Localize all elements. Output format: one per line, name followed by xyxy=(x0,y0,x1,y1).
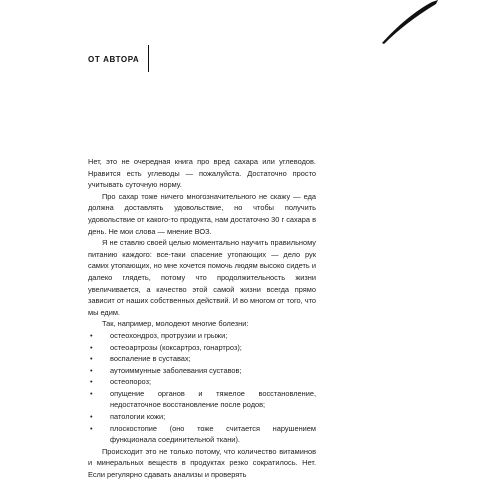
paragraph-5: Происходит это не только потому, что количество витаминов и минеральных веществ в продуктах резко сократилось. Нет. Если регулярно сдавать анализы и проверять xyxy=(88,446,316,480)
bullet-marker: • xyxy=(90,423,93,433)
bullet-marker: • xyxy=(90,388,93,398)
bullet-marker: • xyxy=(90,330,93,340)
list-item: • остеопороз; xyxy=(90,377,152,387)
disease-list xyxy=(88,330,316,446)
list-item: • остеоартрозы (коксартроз, гонартроз); xyxy=(90,342,242,352)
paragraph-2: Про сахар тоже ничего многозначительного не скажу — еда должна доставлять удовольствие, но чтобы получить удовольствие от какого-то продукта, нам достаточно 30 г сахара в день. Не мои слова — мнение ВОЗ. xyxy=(88,191,316,236)
list-item: • опущение органов и тяжелое восстановление, недостаточное восстановление после родов; xyxy=(90,388,316,410)
bullet-marker: • xyxy=(90,365,93,375)
list-item: • остеохондроз, протрузии и грыжи; xyxy=(90,330,228,340)
bullet-marker: • xyxy=(90,377,93,387)
paragraph-1: Нет, это не очередная книга про вред сахара или углеводов. Нравится есть углеводы — пожалуйста. Достаточно просто учитывать суточную норму. xyxy=(88,157,316,190)
decorative-brush-stroke xyxy=(380,0,440,45)
paragraph-3: Я не ставлю своей целью моментально научить правильному питанию каждого: все-таки спасение утопающих — дело рук самих утопающих, но мне хочется помочь людям высоко сидеть и далеко глядеть, потому что продолжительность жизни увеличивается, а качество этой самой жизни всегда прямо зависит от наших собственных действий. И во многом от того, что мы едим. xyxy=(88,238,316,317)
list-item: • патологии кожи; xyxy=(90,412,166,422)
list-item: • воспаление в суставах; xyxy=(90,354,191,364)
bullet-marker: • xyxy=(90,412,93,422)
list-item: • аутоиммунные заболевания суставов; xyxy=(90,365,242,375)
heading-divider xyxy=(148,45,149,72)
paragraph-4: Так, например, молодеют многие болезни: xyxy=(102,319,249,329)
bullet-marker: • xyxy=(90,342,93,352)
section-heading: ОТ АВТОРА xyxy=(88,55,140,64)
list-item: • плоскостопие (оно тоже считается нарушением функционала соединительной ткани). xyxy=(90,423,316,445)
body-text xyxy=(88,156,316,481)
bullet-marker: • xyxy=(90,354,93,364)
